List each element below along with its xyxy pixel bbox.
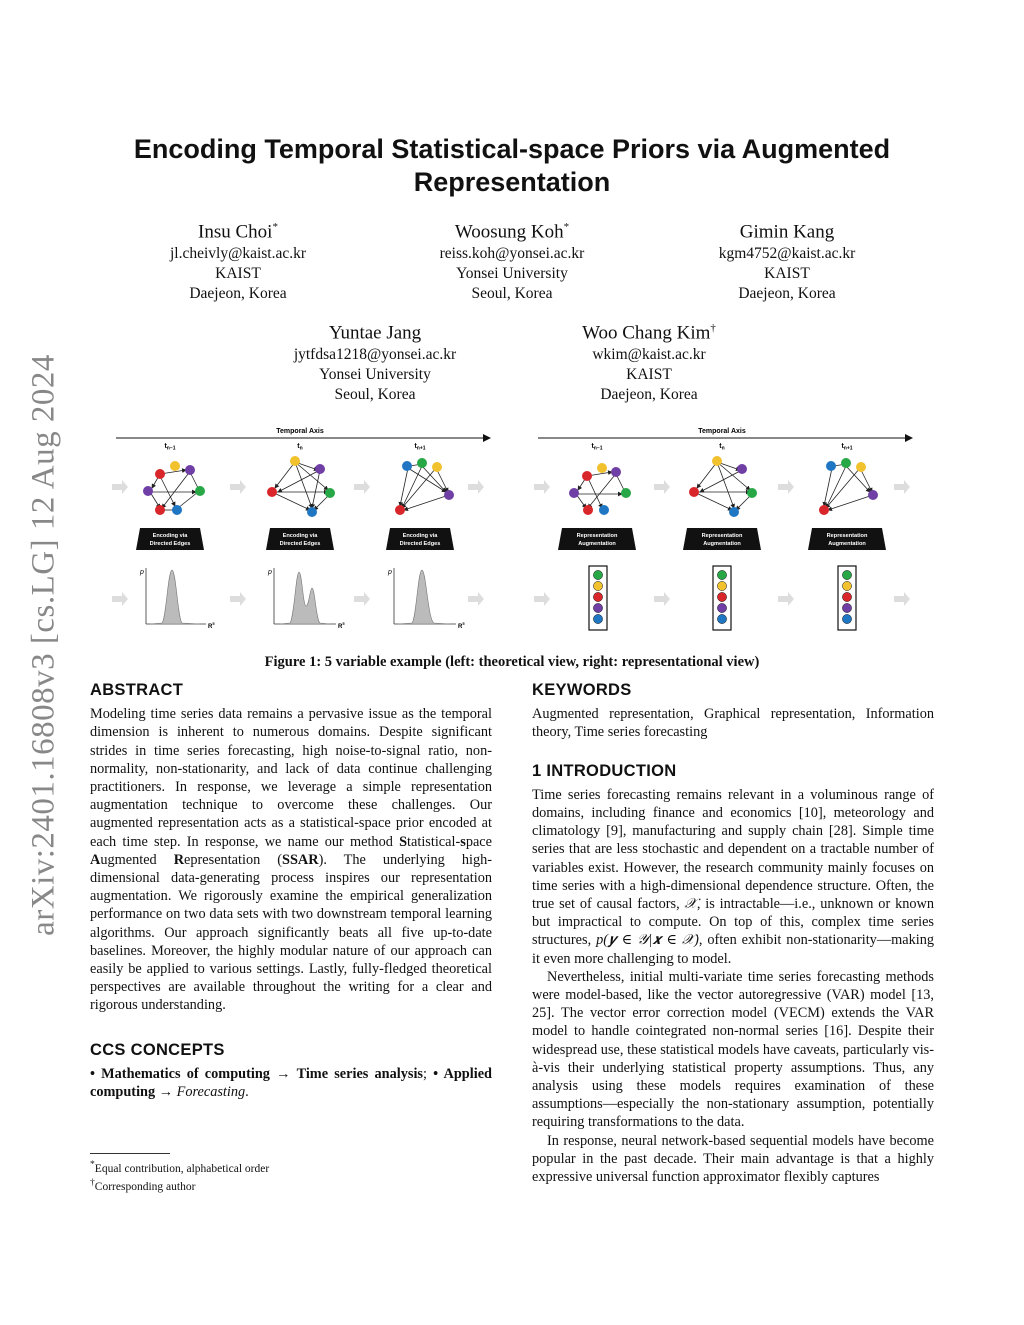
node-green	[195, 486, 205, 496]
author-location: Daejeon, Korea	[738, 285, 836, 303]
author-location: Seoul, Korea	[334, 386, 416, 404]
node-green	[325, 488, 335, 498]
density-plot-1	[139, 568, 215, 630]
intro-paragraph-2: Nevertheless, initial multi-variate time series forecasting methods were model-based, like the vector autoregressive (VAR) model [13, 25]. The vector error correction model (VECM) extends the VAR model to handle cointegrated non-normal series [16]. Despite their widespread use, these statistical models have caveats, particularly vis-à-vis their underlying statistical property assumptions. Thus, any analysis using these models requires examination of these assumptions—especially the non-stationary assumption, potentially requiring transformations to the data.	[532, 968, 934, 1131]
right-column	[532, 681, 934, 1186]
representational-view	[534, 428, 912, 630]
svg-text:Directed Edges: Directed Edges	[149, 541, 191, 547]
node-red	[267, 487, 277, 497]
author-name: Woo Chang Kim	[582, 322, 711, 344]
node-green	[747, 488, 757, 498]
graph-t-n-minus-1	[569, 463, 631, 515]
intro-paragraph-3: In response, neural network-based sequential models have become popular in the past decade. Their main advantage is that a highly expressive universal function approximator flexibly captures	[532, 1132, 934, 1186]
figure-1	[100, 420, 924, 645]
node-purple	[185, 465, 195, 475]
time-label: $t_{n+1}$	[414, 443, 426, 452]
graph-t-n-plus-1	[395, 458, 454, 515]
vector-column-3	[838, 566, 856, 630]
time-label: $t_n$	[297, 443, 303, 452]
density-plot-2	[267, 568, 345, 630]
author-location: Seoul, Korea	[471, 285, 553, 303]
graph-t-n	[267, 456, 335, 517]
node-red	[583, 505, 593, 515]
vector-column-2	[713, 566, 731, 630]
svg-text:Encoding via: Encoding via	[282, 533, 318, 539]
intro-paragraph-1: Time series forecasting remains relevant in a voluminous range of domains, including finance and economics [10], meteorology and climatology [9], manufacturing and supply chain [28]. Simple time series that are less stochastic and dependent on a tractable number of variables exist. However, the research community mainly focuses on time series with a high-dimensional dependence structure. Often, the true set of causal factors, 𝒳, is intractable—i.e., unknown or known but impractical to compute. On top of this, complex time series structures, p(𝒚 ∈ 𝒴|𝒙 ∈ 𝒳), often exhibit non-stationarity—making it even more challenging to model.	[532, 786, 935, 967]
abstract-heading: ABSTRACT	[90, 681, 184, 699]
author-affiliation: KAIST	[215, 265, 261, 283]
node-yellow	[712, 456, 722, 466]
author-mark: †	[710, 322, 716, 334]
graph-t-n-plus-1	[819, 458, 878, 515]
author-affiliation: KAIST	[764, 265, 810, 283]
author-email: wkim@kaist.ac.kr	[592, 346, 706, 364]
node-purple	[143, 486, 153, 496]
author-5	[529, 316, 769, 405]
author-name: Yuntae Jang	[328, 322, 422, 344]
graph-t-n-minus-1	[143, 461, 205, 515]
node-yellow	[170, 461, 180, 471]
author-mark: *	[272, 221, 278, 233]
node-green	[841, 458, 851, 468]
author-2	[392, 215, 632, 304]
node-green	[621, 488, 631, 498]
author-mark: *	[563, 221, 570, 233]
svg-text:Augmentation: Augmentation	[578, 541, 616, 547]
svg-text:Encoding via: Encoding via	[402, 533, 438, 539]
author-email: jl.cheivly@kaist.ac.kr	[169, 245, 307, 263]
arxiv-sidebar	[22, 345, 66, 945]
node-red	[155, 505, 165, 515]
svg-text:p: p	[140, 569, 144, 576]
svg-text:R5: $R^5$	[458, 621, 465, 630]
representation-boxes	[558, 528, 886, 550]
figure-caption: Figure 1: 5 variable example (left: theoretical view, right: representational view)	[264, 654, 760, 670]
author-name: Woosung Koh	[454, 221, 564, 243]
node-purple	[569, 488, 579, 498]
author-1	[118, 215, 358, 304]
encoding-boxes	[136, 528, 454, 550]
node-blue	[307, 507, 317, 517]
author-email: kgm4752@kaist.ac.kr	[718, 245, 856, 263]
author-affiliation: Yonsei University	[319, 366, 431, 384]
time-label: $t_{n+1}$	[841, 443, 853, 452]
abstract-text: Modeling time series data remains a pervasive issue as the temporal dimension is inherent to numerous domains. Despite significant strides in time series forecasting, high noise-to-signal ratio, non-normality, non-stationarity, and lack of data continue challenging practitioners. In response, we leverage a simple representation augmentation technique to overcome these challenges. Our augmented representation acts as a statistical-space prior encoded at each time step. In response, we name our method Statistical-space Augmented Representation (SSAR). The underlying high-dimensional data-generating process inspires our representation augmentation. We rigorously examine the empirical generalization performance on two data sets with two downstream temporal learning algorithms. Our approach significantly beats all five up-to-date baselines. Moreover, the highly modular nature of our approach can easily be applied to various settings. Lastly, fully-fledged theoretical perspectives are available throughout the writing for a clear and rigorous understanding.	[90, 706, 492, 1014]
svg-text:Augmentation: Augmentation	[703, 541, 741, 547]
author-affiliation: Yonsei University	[456, 265, 568, 283]
node-blue	[402, 461, 412, 471]
temporal-axis-label: Temporal Axis	[698, 428, 746, 435]
svg-text:Directed Edges: Directed Edges	[399, 541, 441, 547]
svg-text:p: p	[388, 569, 392, 576]
node-purple	[444, 490, 454, 500]
theoretical-view	[112, 428, 490, 630]
vector-column-1	[589, 566, 607, 630]
node-blue	[729, 507, 739, 517]
svg-text:R5: $R^5$	[338, 621, 345, 630]
node-blue	[599, 505, 609, 515]
temporal-axis-label: Temporal Axis	[276, 428, 324, 435]
svg-text:Encoding via: Encoding via	[152, 533, 188, 539]
arxiv-id: arXiv:2401.16808v3 [cs.LG] 12 Aug 2024	[25, 354, 62, 936]
keywords-heading: KEYWORDS	[532, 681, 632, 699]
author-location: Daejeon, Korea	[189, 285, 287, 303]
density-plot-3	[387, 568, 465, 630]
svg-text:Directed Edges: Directed Edges	[279, 541, 321, 547]
ccs-concepts: • Mathematics of computing → Time series analysis; • Applied computing → Forecasting.	[90, 1065, 492, 1101]
node-purple	[737, 464, 747, 474]
author-4	[255, 316, 495, 405]
time-label: $t_{n-1}$	[591, 443, 603, 452]
intro-heading: 1 INTRODUCTION	[532, 761, 677, 780]
author-email: jytfdsa1218@yonsei.ac.kr	[293, 346, 457, 364]
node-yellow	[856, 462, 866, 472]
node-blue	[172, 505, 182, 515]
node-green	[417, 458, 427, 468]
node-blue	[826, 461, 836, 471]
svg-text:R5: $R^5$	[208, 621, 215, 630]
time-label: $t_n$	[719, 443, 725, 452]
node-red	[155, 469, 165, 479]
footnote-2: †Corresponding author	[90, 1176, 196, 1193]
author-affiliation: KAIST	[626, 366, 672, 384]
footnote-1: *Equal contribution, alphabetical order	[90, 1159, 270, 1175]
node-yellow	[432, 462, 442, 472]
author-3	[667, 215, 907, 304]
ccs-heading: CCS CONCEPTS	[90, 1040, 225, 1059]
author-location: Daejeon, Korea	[600, 386, 698, 404]
footnotes	[90, 1158, 492, 1194]
author-name: Insu Choi	[198, 221, 273, 243]
keywords-text: Augmented representation, Graphical representation, Information theory, Time series forecasting	[532, 706, 934, 741]
time-label: $t_{n-1}$	[164, 443, 176, 452]
node-purple	[611, 467, 621, 477]
left-column	[90, 681, 492, 1101]
svg-text:Augmentation: Augmentation	[828, 541, 866, 547]
footnote-rule	[90, 1153, 170, 1154]
svg-text:Representation: Representation	[826, 533, 868, 539]
node-red	[819, 505, 829, 515]
svg-text:Representation: Representation	[701, 533, 743, 539]
svg-text:Representation: Representation	[576, 533, 618, 539]
node-purple	[315, 464, 325, 474]
graph-t-n	[689, 456, 757, 517]
node-purple	[868, 490, 878, 500]
author-name: Gimin Kang	[739, 221, 835, 243]
node-yellow	[597, 463, 607, 473]
paper-title: Encoding Temporal Statistical-space Priors via Augmented Representation	[133, 134, 891, 197]
node-yellow	[290, 456, 300, 466]
node-red	[689, 487, 699, 497]
svg-text:p: p	[268, 569, 272, 576]
author-email: reiss.koh@yonsei.ac.kr	[439, 245, 585, 263]
node-red	[395, 505, 405, 515]
node-red	[582, 471, 592, 481]
